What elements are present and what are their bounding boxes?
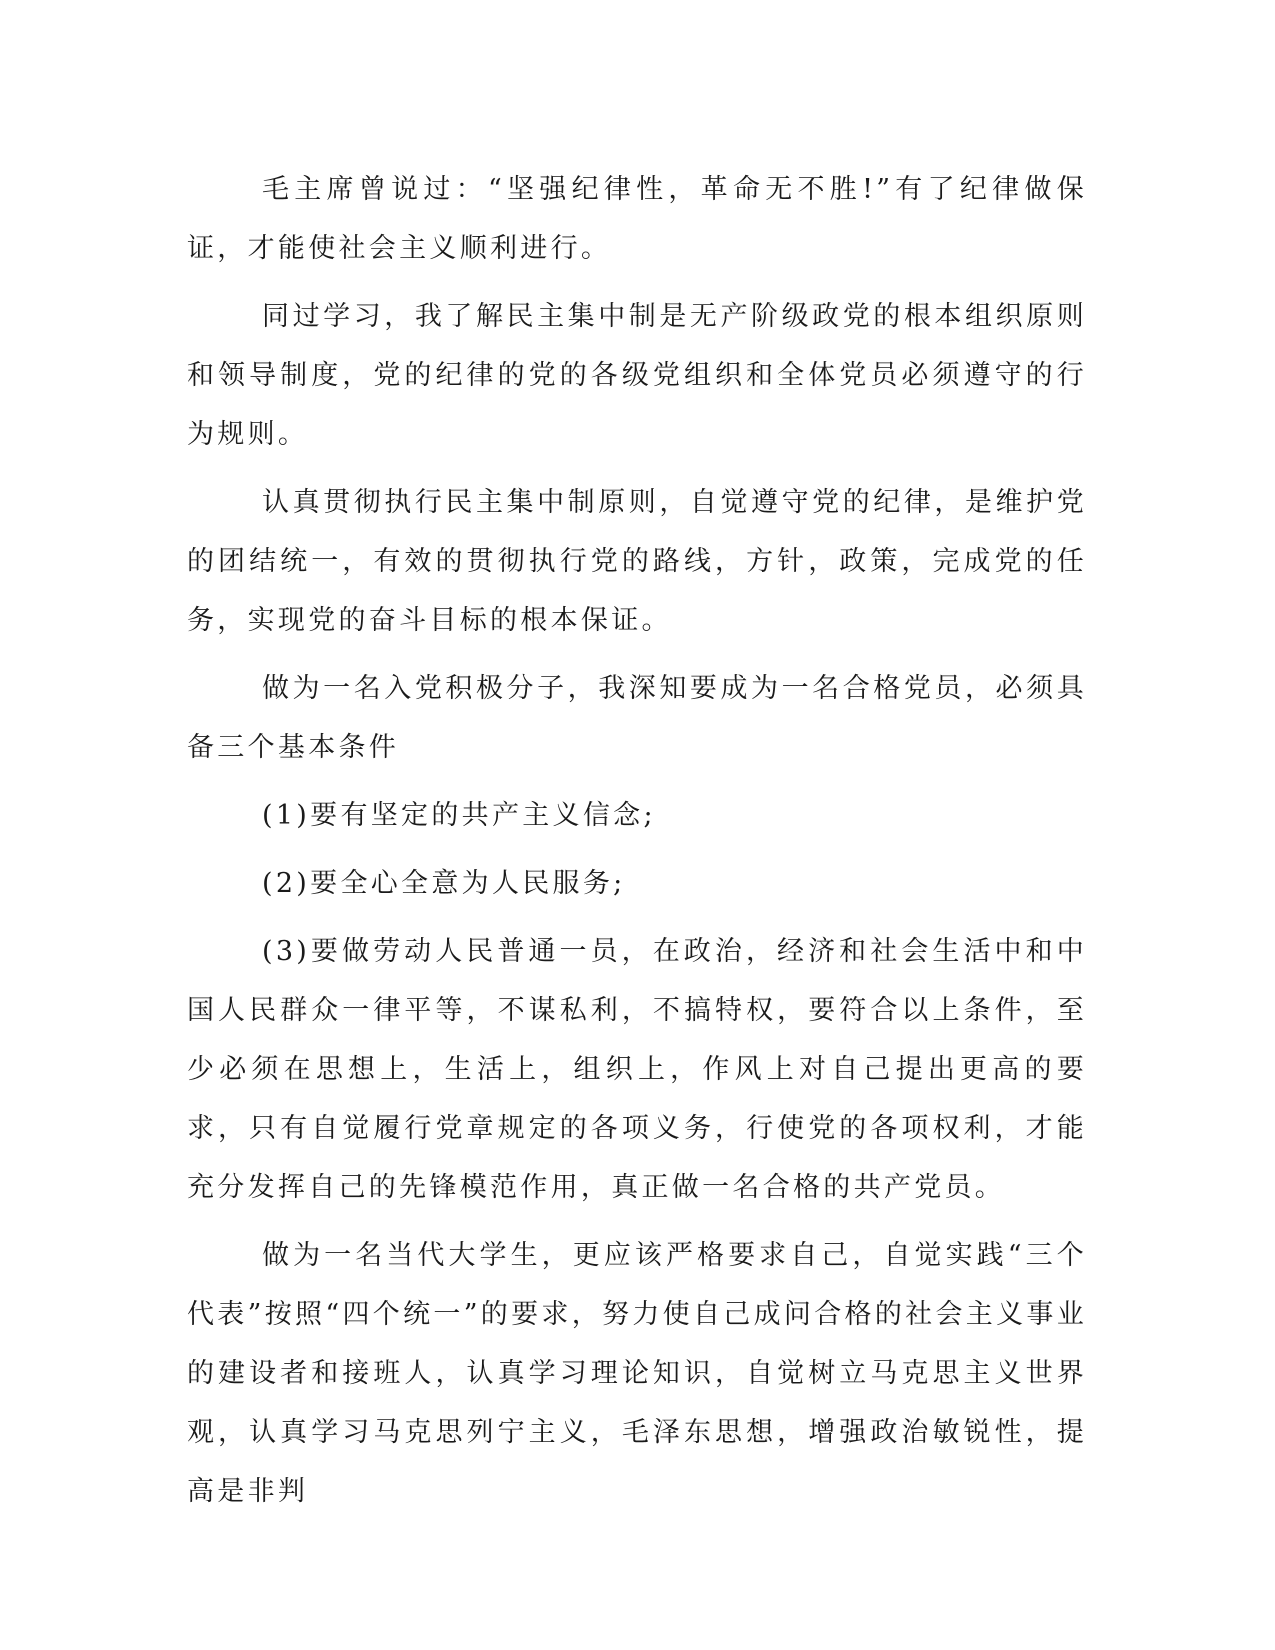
list-item-condition-2: (2)要全心全意为人民服务; <box>262 868 626 899</box>
paragraph-discipline-quote: 毛主席曾说过：“坚强纪律性，革命无不胜!”有了纪律做保证，才能使社会主义顺利进行。 <box>187 174 1087 264</box>
paragraph-democratic-centralism: 同过学习，我了解民主集中制是无产阶级政党的根本组织原则和领导制度，党的纪律的党的各级党组织和全体党员必须遵守的行为规则。 <box>187 301 1087 450</box>
paragraph-implement-principles: 认真贯彻执行民主集中制原则，自觉遵守党的纪律，是维护党的团结统一，有效的贯彻执行党的路线，方针，政策，完成党的任务，实现党的奋斗目标的根本保证。 <box>187 487 1087 636</box>
list-item-condition-1: (1)要有坚定的共产主义信念; <box>262 800 656 831</box>
document-page <box>187 160 1087 1530</box>
paragraph-basic-conditions: 做为一名入党积极分子，我深知要成为一名合格党员，必须具备三个基本条件 <box>187 673 1087 763</box>
paragraph-college-student: 做为一名当代大学生，更应该严格要求自己，自觉实践“三个代表”按照“四个统一”的要求，努力使自己成问合格的社会主义事业的建设者和接班人，认真学习理论知识，自觉树立马克思主义世界观，认真学习马克思列宁主义，毛泽东思想，增强政治敏锐性，提高是非判 <box>187 1240 1087 1507</box>
list-item-condition-3: (3)要做劳动人民普通一员，在政治，经济和社会生活中和中国人民群众一律平等，不谋私利，不搞特权，要符合以上条件，至少必须在思想上，生活上，组织上，作风上对自己提出更高的要求，只有自觉履行党章规定的各项义务，行使党的各项权利，才能充分发挥自己的先锋模范作用，真正做一名合格的共产党员。 <box>187 936 1087 1203</box>
